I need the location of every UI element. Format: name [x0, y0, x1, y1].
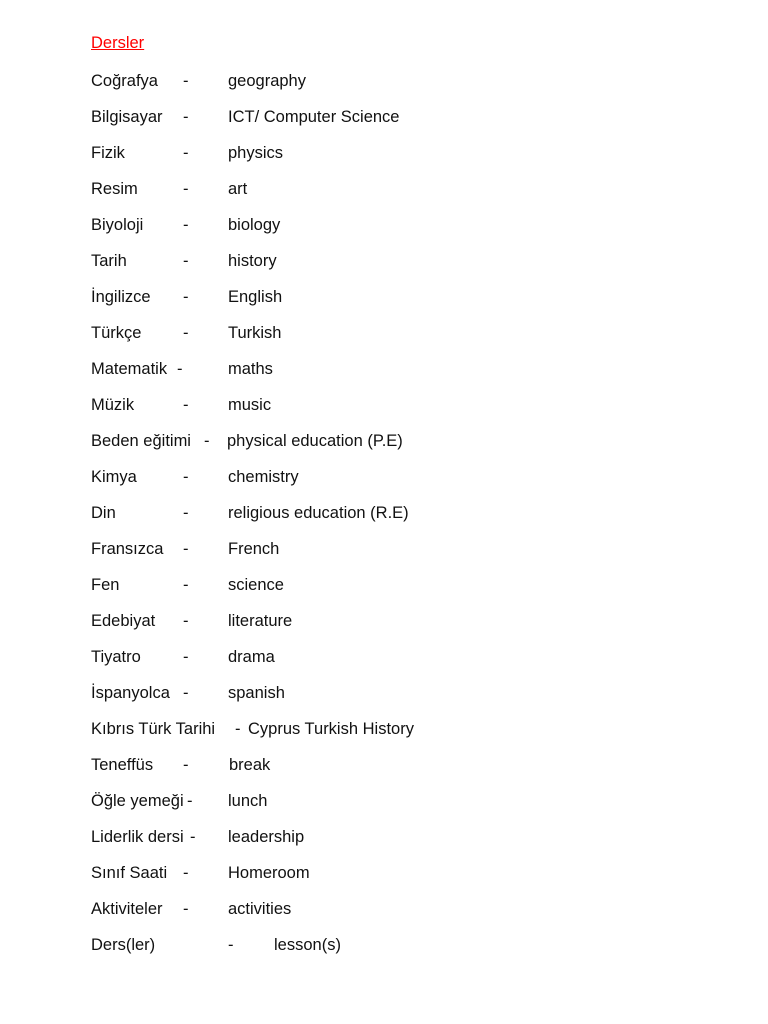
turkish-term: Fransızca: [91, 540, 164, 558]
english-term: maths: [228, 360, 273, 378]
english-term: Cyprus Turkish History: [248, 720, 414, 738]
english-term: lunch: [228, 792, 268, 810]
turkish-term: Edebiyat: [91, 612, 156, 630]
turkish-term: Sınıf Saati: [91, 864, 168, 882]
turkish-term: Tiyatro: [91, 648, 141, 666]
turkish-term: Liderlik dersi: [91, 828, 184, 846]
english-term: English: [228, 288, 283, 306]
separator-dash: -: [183, 684, 189, 702]
separator-dash: -: [183, 612, 189, 630]
separator-dash: -: [183, 216, 189, 234]
turkish-term: Biyoloji: [91, 216, 144, 234]
separator-dash: -: [183, 144, 189, 162]
english-term: physics: [228, 144, 284, 162]
page-title: Dersler: [91, 34, 145, 52]
english-term: geography: [228, 72, 306, 90]
english-term: spanish: [228, 684, 285, 702]
separator-dash: -: [183, 72, 189, 90]
english-term: French: [228, 540, 280, 558]
separator-dash: -: [183, 252, 189, 270]
turkish-term: Teneffüs: [91, 756, 154, 774]
turkish-term: Öğle yemeği: [91, 792, 184, 810]
separator-dash: -: [187, 792, 193, 810]
english-term: physical education (P.E): [227, 432, 403, 450]
english-term: history: [228, 252, 277, 270]
turkish-term: İngilizce: [91, 288, 151, 306]
separator-dash: -: [190, 828, 196, 846]
separator-dash: -: [183, 540, 189, 558]
turkish-term: Matematik: [91, 360, 168, 378]
separator-dash: -: [183, 324, 189, 342]
turkish-term: Tarih: [91, 252, 127, 270]
english-term: art: [228, 180, 248, 198]
separator-dash: -: [183, 396, 189, 414]
english-term: chemistry: [228, 468, 299, 486]
english-term: Homeroom: [228, 864, 310, 882]
turkish-term: Fizik: [91, 144, 125, 162]
turkish-term: Türkçe: [91, 324, 142, 342]
english-term: activities: [228, 900, 292, 918]
separator-dash: -: [183, 468, 189, 486]
english-term: drama: [228, 648, 275, 666]
separator-dash: -: [183, 576, 189, 594]
turkish-term: Beden eğitimi: [91, 432, 191, 450]
turkish-term: Kıbrıs Türk Tarihi: [91, 720, 216, 738]
separator-dash: -: [183, 648, 189, 666]
separator-dash: -: [204, 432, 210, 450]
english-term: religious education (R.E): [228, 504, 409, 522]
separator-dash: -: [235, 720, 241, 738]
english-term: ICT/ Computer Science: [228, 108, 400, 126]
english-term: lesson(s): [274, 936, 341, 954]
turkish-term: Bilgisayar: [91, 108, 163, 126]
separator-dash: -: [183, 108, 189, 126]
turkish-term: Din: [91, 504, 116, 522]
separator-dash: -: [183, 180, 189, 198]
english-term: biology: [228, 216, 281, 234]
separator-dash: -: [183, 288, 189, 306]
separator-dash: -: [183, 900, 189, 918]
turkish-term: Ders(ler): [91, 936, 156, 954]
english-term: literature: [228, 612, 293, 630]
separator-dash: -: [183, 756, 189, 774]
english-term: break: [229, 756, 271, 774]
separator-dash: -: [228, 936, 234, 954]
english-term: Turkish: [228, 324, 282, 342]
turkish-term: İspanyolca: [91, 684, 170, 702]
turkish-term: Kimya: [91, 468, 137, 486]
turkish-term: Aktiviteler: [91, 900, 163, 918]
turkish-term: Coğrafya: [91, 72, 158, 90]
english-term: science: [228, 576, 284, 594]
turkish-term: Resim: [91, 180, 138, 198]
english-term: music: [228, 396, 272, 414]
separator-dash: -: [177, 360, 183, 378]
turkish-term: Fen: [91, 576, 120, 594]
english-term: leadership: [228, 828, 305, 846]
turkish-term: Müzik: [91, 396, 135, 414]
separator-dash: -: [183, 504, 189, 522]
separator-dash: -: [183, 864, 189, 882]
